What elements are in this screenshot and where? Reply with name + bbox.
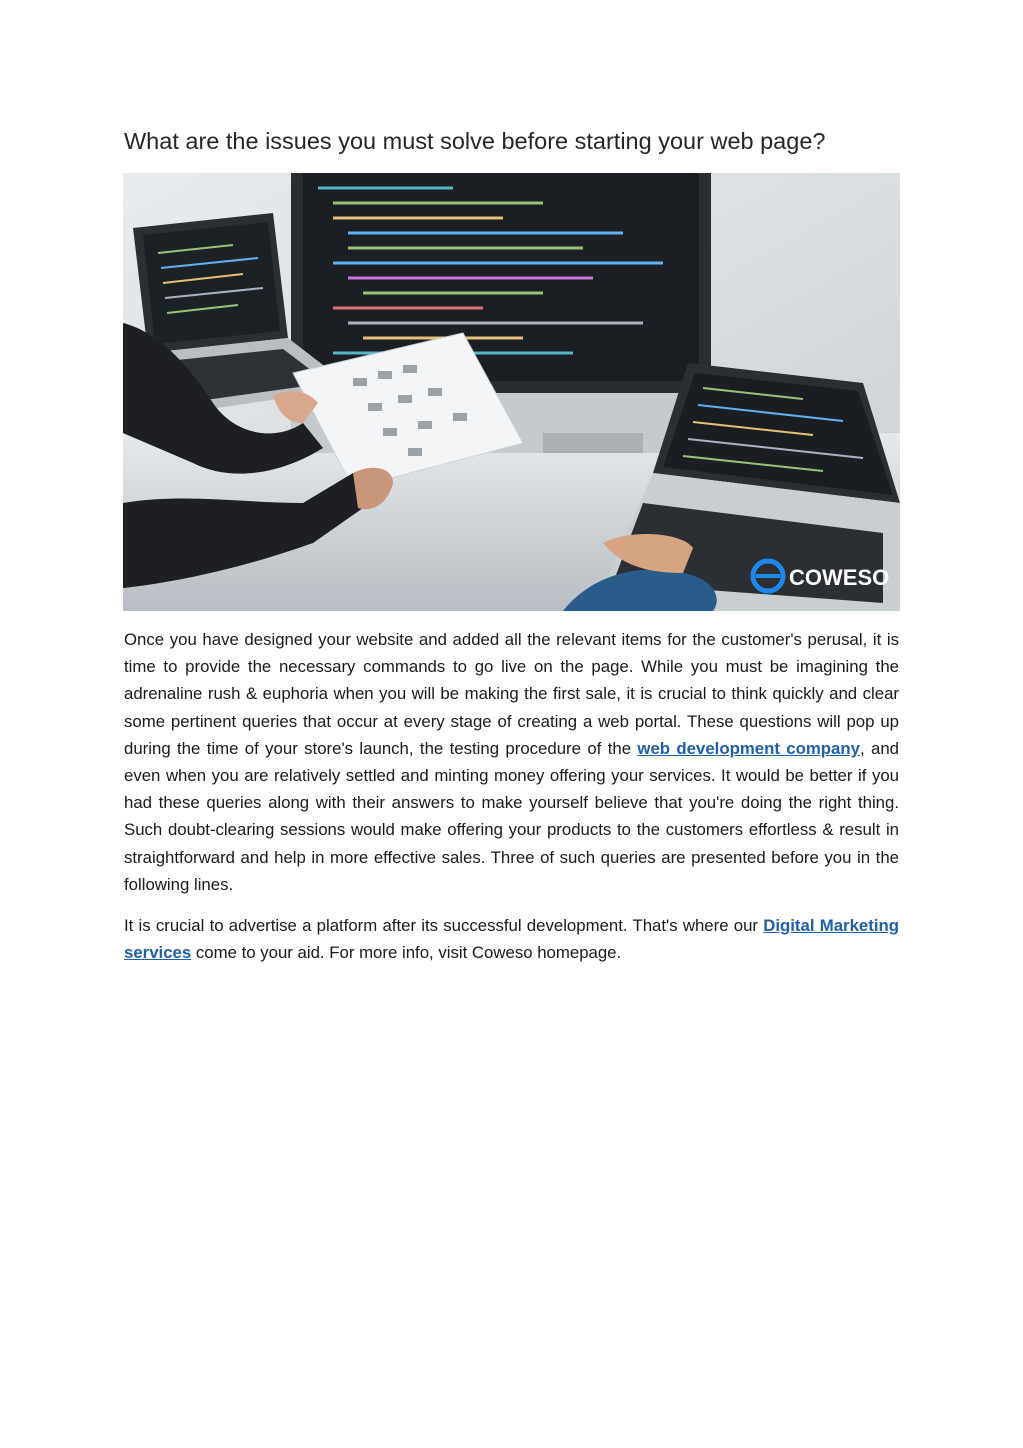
paragraph-2 [124,912,899,966]
logo-text: COWESO [789,565,890,590]
hero-illustration [123,173,900,611]
paragraph-2-text-b: come to your aid. For more info, visit Coweso homepage. [191,943,622,963]
digital-marketing-services-link[interactable]: Digital Marketing services [124,916,899,963]
paragraph-1-text-b: , and even when you are relatively settled and minting money offering your services. It would be better if you had these queries along with their answers to make yourself believe that you're doing the right thing. Such doubt-clearing sessions would make offering your products to the customers effortless & result in straightforward and help in more effective sales. Three of such queries are presented before you in the following lines. [124,738,899,894]
web-development-company-link[interactable]: web development company [637,738,860,758]
paragraph-1 [124,626,899,898]
paragraph-1-text-a: Once you have designed your website and added all the relevant items for the customer's perusal, it is time to provide the necessary commands to go live on the page. While you must be imagining the adrenaline rush & euphoria when you will be making the first sale, it is crucial to think quickly and clear some pertinent queries that occur at every stage of creating a web portal. These questions will pop up during the time of your store's launch, the testing procedure of the [124,630,899,758]
page-title: What are the issues you must solve before starting your web page? [124,128,826,154]
article-body [124,626,899,980]
hero-image [123,173,900,611]
paragraph-2-text-a: It is crucial to advertise a platform after its successful development. That's where our [124,916,764,936]
